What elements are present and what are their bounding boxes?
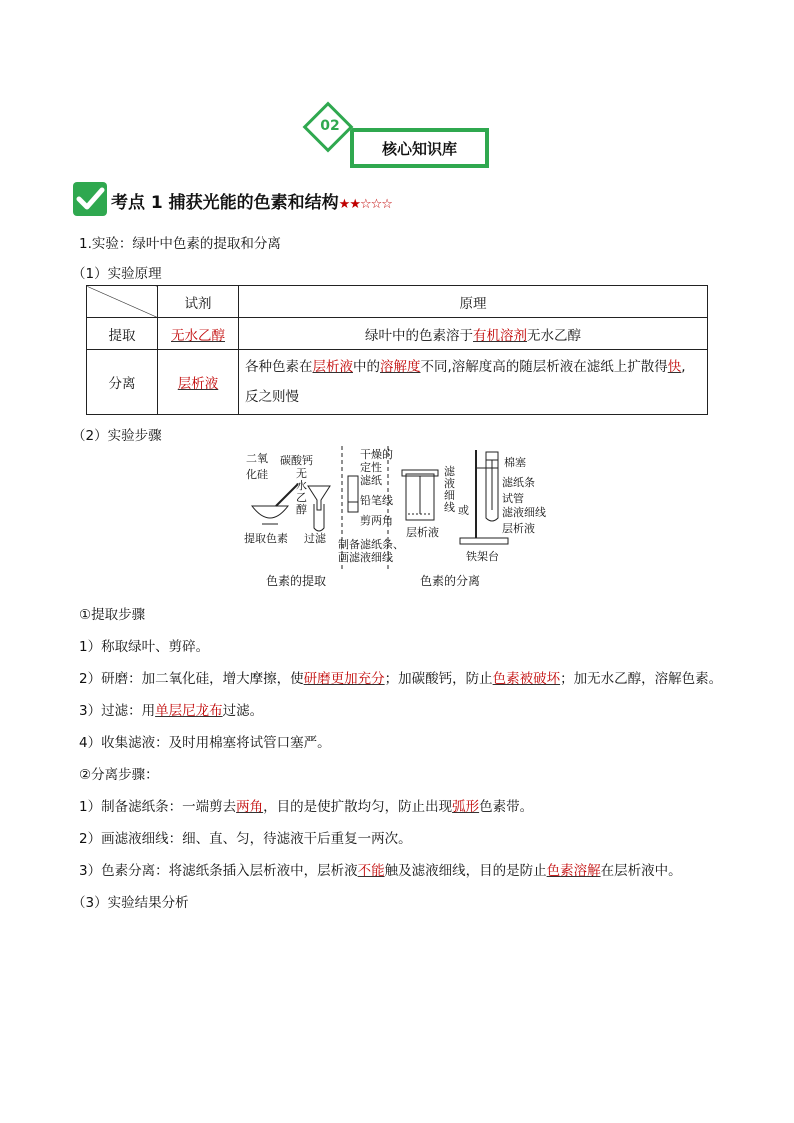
label-extract: 提取色素: [244, 532, 288, 545]
row-extract-reagent: 无水乙醇: [158, 318, 239, 350]
separate-step-1: 1）制备滤纸条：一端剪去两角，目的是使扩散均匀，防止出现弧形色素带。: [79, 799, 534, 815]
extract-step-2: 2）研磨：加二氧化硅，增大摩擦，使研磨更加充分；加碳酸钙，防止色素被破坏；加无水乙醇，溶解色素。: [79, 671, 723, 687]
extract-step-1: 1）称取绿叶、剪碎。: [79, 639, 210, 655]
check-icon: [73, 182, 107, 216]
label-or: 或: [458, 504, 469, 517]
row-separate-principle: 各种色素在层析液中的溶解度不同,溶解度高的随层析液在滤纸上扩散得快, 反之则慢: [239, 350, 708, 415]
row-extract-principle: 绿叶中的色素溶于有机溶剂无水乙醇: [239, 318, 708, 350]
row-separate-label: 分离: [87, 350, 158, 415]
extract-step-4: 4）收集滤液：及时用棉塞将试管口塞严。: [79, 735, 331, 751]
caption-separate: 色素的分离: [420, 574, 481, 588]
intro-line: 1.实验：绿叶中色素的提取和分离: [79, 236, 281, 252]
separate-steps-title: ②分离步骤：: [79, 767, 159, 783]
row-extract-label: 提取: [87, 318, 158, 350]
subheading-principle: （1）实验原理: [72, 266, 162, 282]
badge-title: 核心知识库: [354, 132, 485, 164]
corner-cell: [87, 286, 158, 318]
label-solvent-tube: 层析液: [502, 522, 535, 535]
principle-table: [86, 285, 708, 415]
separate-step-3: 3）色素分离：将滤纸条插入层析液中，层析液不能触及滤液细线，目的是防止色素溶解在层析液中。: [79, 863, 682, 879]
label-solvent-beaker: 层析液: [406, 526, 439, 539]
label-thin-line: 滤液细线: [502, 506, 546, 519]
label-stand: 铁架台: [466, 550, 499, 563]
label-caco3: 碳酸钙: [280, 454, 313, 467]
header-principle: 原理: [239, 286, 708, 318]
label-sio2: 二氧 化硅: [246, 452, 268, 481]
label-cut: 剪两角: [360, 514, 393, 527]
subheading-results: （3）实验结果分析: [72, 895, 189, 911]
label-prep: 制备滤纸条、 画滤液细线: [338, 538, 404, 564]
header-reagent: 试剂: [158, 286, 239, 318]
label-cotton: 棉塞: [504, 456, 526, 469]
subheading-steps: （2）实验步骤: [72, 428, 162, 444]
badge-number: 02: [320, 118, 340, 134]
label-pencil: 铅笔线: [360, 494, 393, 507]
label-tube: 试管: [502, 492, 524, 505]
experiment-figure: [240, 444, 560, 594]
caption-extract: 色素的提取: [266, 574, 327, 588]
row-separate-reagent: 层析液: [158, 350, 239, 415]
label-dry-paper: 干燥的 定性 滤纸: [360, 448, 393, 487]
extract-step-3: 3）过滤：用单层尼龙布过滤。: [79, 703, 264, 719]
section-title-text: 考点 1 捕获光能的色素和结构: [111, 193, 339, 213]
label-filter: 过滤: [304, 532, 326, 545]
label-ethanol: 无 水 乙 醇: [296, 467, 307, 516]
separate-step-2: 2）画滤液细线：细、直、匀，待滤液干后重复一两次。: [79, 831, 412, 847]
section-title: [111, 188, 392, 213]
label-strip: 滤纸条: [502, 476, 535, 489]
label-filtrate-line: 滤 液 细 线: [444, 465, 455, 514]
extract-steps-title: ①提取步骤: [79, 607, 146, 623]
difficulty-stars: ★★☆☆☆: [338, 197, 392, 212]
